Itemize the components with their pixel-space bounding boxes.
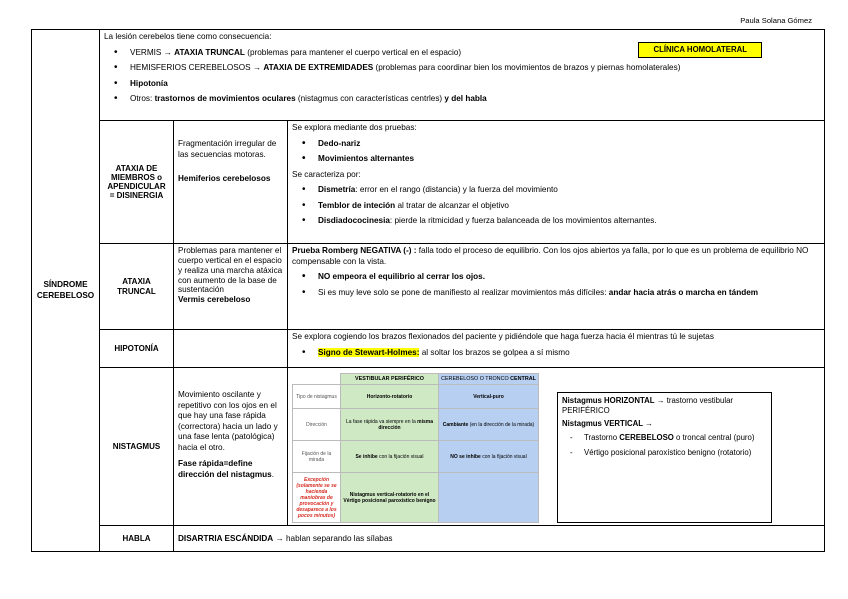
list-item: • Signo de Stewart-Holmes: al soltar los brazos se golpea a sí mismo [300, 348, 820, 359]
ataxia-miembros-heading: ATAXIA DE MIEMBROS o APENDICULAR = DISINERGIA [100, 121, 174, 244]
syndrome-label: SÍNDROME CEREBELOSO [32, 30, 100, 552]
intro-row [32, 30, 825, 121]
cell-periferico: Nistagmus vertical-rotatorio en el Vértigo posicional paroxístico benigno [341, 473, 439, 523]
ataxia-miembros-detail-cell [288, 121, 825, 244]
rasgos-list [292, 185, 820, 227]
row-label: Dirección [293, 409, 341, 441]
list-item: • Temblor de inteción al tratar de alcanzar el objetivo [300, 201, 820, 212]
nistagmus-desc-cell [174, 368, 288, 526]
cell-central: Cambiante (en la dirección de la mirada) [439, 409, 539, 441]
list-item: • Movimientos alternantes [300, 154, 820, 165]
intro-cell [100, 30, 825, 121]
list-item: - Vértigo posicional paroxístico benigno (rotatorio) [568, 448, 767, 458]
author-name: Paula Solana Gómez [740, 16, 812, 25]
nistagmus-desc: Movimiento oscilante y repetitivo con los ojos en el que hay una fase rápida (correctora) hacia un lado y una fase lenta (patológica) hacia el otro. [178, 390, 278, 452]
nistagmus-heading: NISTAGMUS [100, 368, 174, 526]
ataxia-miembros-desc-cell [174, 121, 288, 244]
nistagmus-summary-box [557, 392, 772, 523]
vertical-line: Nistagmus VERTICAL → [562, 419, 653, 429]
ataxia-truncal-heading: ATAXIA TRUNCAL [100, 244, 174, 330]
list-item: • Hipotonía [112, 79, 820, 90]
explora-text: Se explora mediante dos pruebas: [292, 123, 417, 132]
list-item: - Trastorno CEREBELOSO o troncal central (puro) [568, 433, 767, 443]
ataxia-truncal-detail-cell [288, 244, 825, 330]
col-central: CEREBELOSO O TRONCO CENTRAL [439, 374, 539, 385]
cell-central: NO se inhibe con la fijación visual [439, 441, 539, 473]
cell-periferico: La fase rápida va siempre en la misma dirección [341, 409, 439, 441]
ataxia-miembros-row [32, 121, 825, 244]
hipotonia-text: Se explora cogiendo los brazos flexionados del paciente y pidiéndole que haga fuerza hacia él mientras tú le sujetas [292, 332, 714, 341]
romberg-list [292, 272, 820, 298]
list-item: • HEMISFERIOS CEREBELOSOS → ATAXIA DE EXTREMIDADES (problemas para coordinar bien los movimientos de brazos y piernas homolaterales) [112, 63, 820, 74]
intro-list [104, 48, 820, 105]
romberg-text: Prueba Romberg NEGATIVA (-) : falla todo el proceso de equilibrio. Con los ojos abiertos ya falla, por lo que es un problema de equilibrio NO compensable con la vista. [292, 246, 809, 266]
ataxia-truncal-desc-cell [174, 244, 288, 330]
cell-periferico: Se inhibe con la fijación visual [341, 441, 439, 473]
row-label: Fijación de la mirada [293, 441, 341, 473]
hipotonia-empty-cell [174, 330, 288, 368]
nistagmus-row [32, 368, 825, 526]
ataxia-truncal-row [32, 244, 825, 330]
habla-heading: HABLA [100, 526, 174, 552]
list-item: • Dedo-nariz [300, 139, 820, 150]
cell-central [439, 473, 539, 523]
habla-cell: DISARTRIA ESCÁNDIDA → hablan separando las sílabas [174, 526, 825, 552]
table-row [293, 385, 539, 409]
ataxia-truncal-loc: Vermis cerebeloso [178, 295, 251, 305]
row-label: Tipo de nistagmus [293, 385, 341, 409]
ataxia-truncal-desc: Problemas para mantener el cuerpo vertical en el espacio y realiza una marcha atáxica con aumento de la base de sustentación [178, 246, 283, 295]
col-periferico: VESTIBULAR PERIFÉRICO [341, 374, 439, 385]
pruebas-list [292, 139, 820, 165]
nistagmus-detail-cell [288, 368, 825, 526]
nistagmus-comparison-table [292, 373, 539, 523]
ataxia-miembros-desc: Fragmentación irregular de las secuencias motoras. [178, 139, 277, 159]
clinica-homolateral-badge: CLÍNICA HOMOLATERAL [638, 42, 762, 58]
cerebellar-syndrome-table [31, 29, 825, 552]
habla-row [32, 526, 825, 552]
vertical-causes-list [562, 433, 767, 457]
list-item: • NO empeora el equilibrio al cerrar los ojos. [300, 272, 820, 283]
horizontal-line: Nistagmus HORIZONTAL → trastorno vestibular PERIFÉRICO [562, 396, 733, 416]
list-item: • Si es muy leve solo se pone de manifiesto al realizar movimientos más difíciles: andar hacia atrás o marcha en tándem [300, 288, 820, 299]
table-row [293, 409, 539, 441]
hipotonia-detail-cell [288, 330, 825, 368]
cell-periferico: Horizonto-rotatorio [341, 385, 439, 409]
intro-lead: La lesión cerebelos tiene como consecuencia: [104, 32, 272, 41]
hipotonia-row [32, 330, 825, 368]
hipotonia-heading: HIPOTONÍA [100, 330, 174, 368]
list-item: • Dismetría: error en el rango (distancia) y la fuerza del movimiento [300, 185, 820, 196]
table-row [293, 441, 539, 473]
exception-label: Excepción (solamente se se hacienda maniobras de provocación y desaparece a los pocos minutos) [293, 473, 341, 523]
caracteriza-text: Se caracteriza por: [292, 169, 361, 179]
nistagmus-fase: Fase rápida=define dirección del nistagmus. [178, 459, 275, 479]
list-item: • Disdiadococinesia: pierde la ritmicidad y fuerza balanceada de los movimientos alternantes. [300, 216, 820, 227]
list-item: • VERMIS → ATAXIA TRUNCAL (problemas para mantener el cuerpo vertical en el espacio) [112, 48, 820, 59]
ataxia-miembros-loc: Hemiferios cerebelosos [178, 174, 271, 183]
hipotonia-list [292, 348, 820, 359]
table-row [293, 473, 539, 523]
list-item: • Otros: trastornos de movimientos oculares (nistagmus con características centrles) y del habla [112, 94, 820, 105]
cell-central: Vertical-puro [439, 385, 539, 409]
